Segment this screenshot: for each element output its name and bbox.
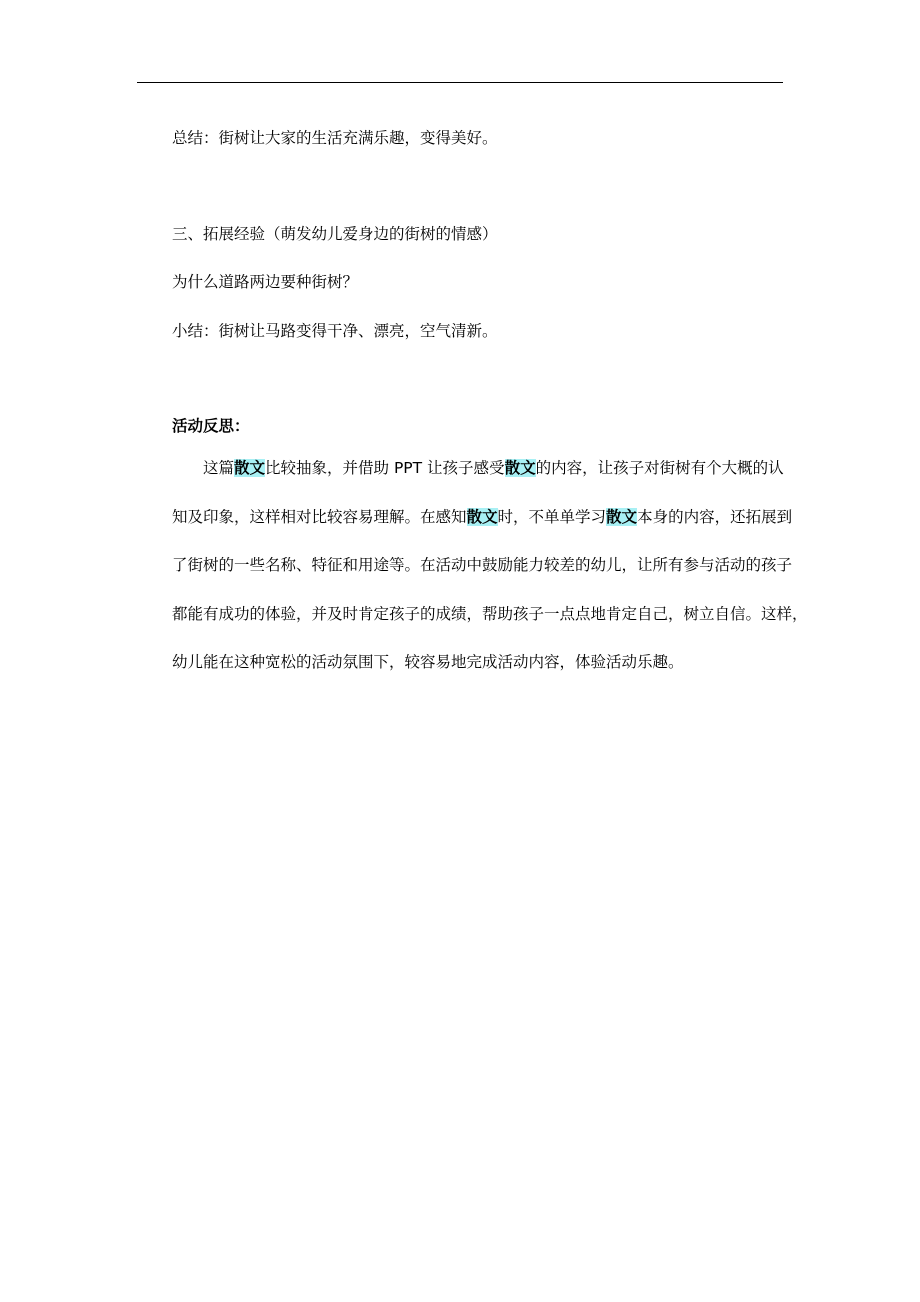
text-run: 本身的内容，还拓展到 [637, 507, 793, 526]
highlighted-keyword: 散文 [466, 507, 498, 526]
paragraph-line: 幼儿能在这种宽松的活动氛围下，较容易地完成活动内容，体验活动乐趣。 [172, 653, 684, 671]
section-heading: 三、拓展经验（萌发幼儿爱身边的街树的情感） [172, 225, 498, 243]
text-run: 时，不单单学习 [497, 507, 607, 526]
text-run: 这篇 [203, 459, 235, 477]
reflection-heading: 活动反思： [172, 417, 250, 435]
text-run: 的内容，让孩子对街树有个大概的认 [535, 459, 784, 477]
paragraph-line: 都能有成功的体验，并及时肯定孩子的成绩，帮助孩子一点点地肯定自己，树立自信。这样， [172, 604, 808, 623]
question-text: 为什么道路两边要种街树？ [172, 273, 359, 291]
reflection-paragraph [172, 458, 808, 701]
highlighted-keyword: 散文 [504, 459, 536, 477]
conclusion-text: 小结：街树让马路变得干净、漂亮，空气清新。 [172, 322, 498, 340]
paragraph-line: 了街树的一些名称、特征和用途等。在活动中鼓励能力较差的幼儿，让所有参与活动的孩子 [172, 556, 793, 574]
highlighted-keyword: 散文 [234, 459, 266, 477]
summary-text: 总结：街树让大家的生活充满乐趣，变得美好。 [172, 129, 498, 147]
paragraph-line [172, 458, 782, 478]
paragraph-line [172, 507, 793, 527]
header-rule [137, 82, 783, 83]
text-run: 比较抽象，并借助 PPT 让孩子感受 [265, 459, 505, 477]
highlighted-keyword: 散文 [606, 507, 638, 526]
text-run: 知及印象，这样相对比较容易理解。在感知 [172, 507, 467, 526]
